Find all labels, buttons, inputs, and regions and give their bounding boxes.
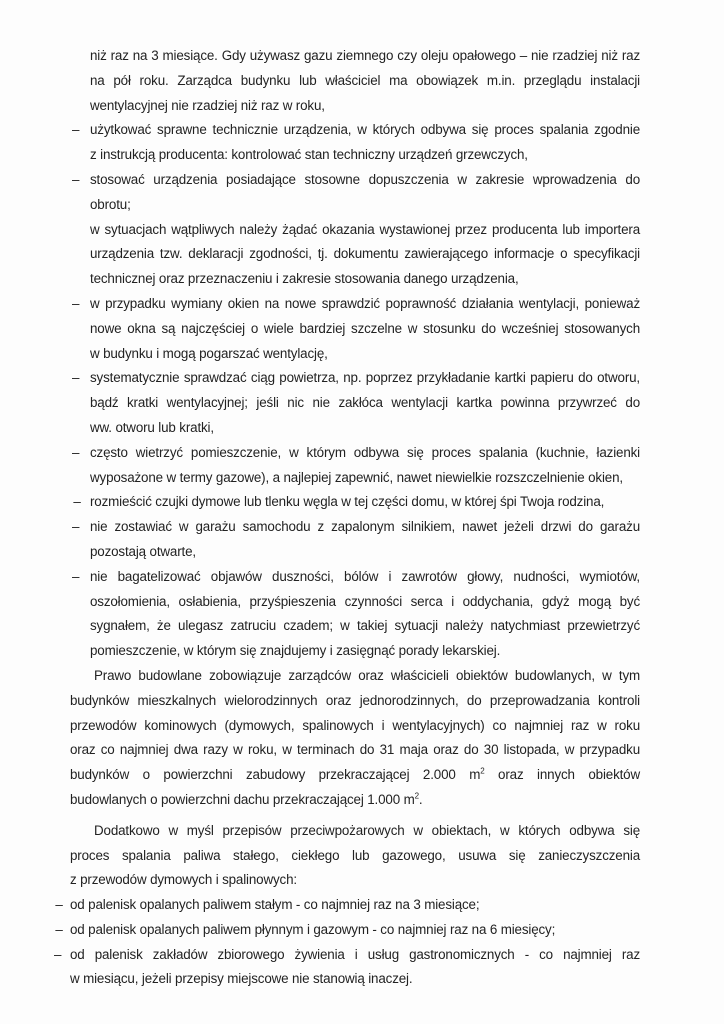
text-line: budynków o powierzchni zabudowy przekraczającej 2.000 $m^2$ oraz innych obiektów [70,766,640,783]
document-body [54,44,640,992]
list-item [72,565,640,664]
text-line: wentylacyjnej nie rzadziej niż raz w roku, [90,97,325,113]
bullet-dash: – [73,494,81,510]
list-item [73,490,640,515]
bullet-dash: – [72,519,80,535]
text-line: – systematycznie sprawdzać ciąg powietrza, np. poprzez przykładanie kartki papieru do otworu, [90,366,640,391]
text-line: – nie bagatelizować objawów duszności, bólów i zawrotów głowy, nudności, wymiotów, [90,565,640,590]
list-item [72,441,640,491]
bullet-dash: – [72,370,80,386]
bullet-dash: – [72,122,80,138]
bullet-dash: – [72,568,80,584]
bullet-dash: – [72,295,80,311]
text-line: – często wietrzyć pomieszczenie, w którym odbywa się proces spalania (kuchnie, łazienki [90,441,640,466]
text-line: Dodatkowo w myśl przepisów przeciwpożarowych w obiektach, w których odbywa się [94,822,640,838]
fire-safety-paragraph [70,819,640,893]
text-line: bądź kratki wentylacyjnej; jeśli nic nie zakłóca wentylacji kartka powinna przywrzeć do [90,395,640,411]
bullet-dash: – [55,921,63,937]
list-item [54,943,640,993]
superscript: 2 [414,791,419,801]
text-line: oszołomienia, osłabienia, przyśpieszenia czynności serca i oddychania, gdyż mogą być [90,593,640,609]
list-item [72,168,640,292]
list-intro-continuation [90,44,640,118]
text-line: – nie zostawiać w garażu samochodu z zapalonym silnikiem, nawet jeżeli drzwi do garażu [90,515,640,540]
list-item [55,918,640,943]
text-line: w miesiącu, jeżeli przepisy miejscowe nie stanowią inaczej. [70,971,413,987]
text-line: – w przypadku wymiany okien na nowe sprawdzić poprawność działania wentylacji, ponieważ [90,292,640,317]
list-item [72,366,640,440]
text-line: z przewodów dymowych i spalinowych: [70,872,297,888]
text-line: przewodów kominowych (dymowych, spalinowych i wentylacyjnych) co najmniej raz w roku [70,717,640,733]
text-line: – rozmieścić czujki dymowe lub tlenku węgla w tej części domu, w której śpi Twoja rodzina, [90,490,640,515]
text-line: obrotu; [90,196,131,212]
text-line: w budynku i mogą pogarszać wentylację, [90,345,328,361]
list-item [72,292,640,366]
text-line: – od palenisk zakładów zbiorowego żywienia i usług gastronomicznych - co najmniej raz [70,943,640,968]
bullet-dash: – [55,897,63,913]
bullet-dash: – [72,444,80,460]
text-line: – użytkować sprawne technicznie urządzenia, w których odbywa się proces spalania zgodnie [90,118,640,143]
list-item [55,893,640,918]
text-line: Prawo budowlane zobowiązuje zarządców oraz właścicieli obiektów budowlanych, w tym [94,667,640,683]
text-line: pozostają otwarte, [90,543,196,559]
text-line: niż raz na 3 miesiące. Gdy używasz gazu ziemnego czy oleju opałowego – nie rzadziej niż raz [90,48,640,63]
text-line: wyposażone w termy gazowe), a najlepiej zapewnić, nawet niewielkie rozszczelnienie okien, [90,469,623,485]
text-line: sygnałem, że ulegasz zatruciu czadem; w takiej sytuacji należy natychmiast przewietrzyć [90,618,640,634]
text-line: z instrukcją producenta: kontrolować stan techniczny urządzeń grzewczych, [90,147,528,163]
text-line: – stosować urządzenia posiadające stosowne dopuszczenia w zakresie wprowadzenia do [90,168,640,193]
bullet-dash: – [54,946,62,962]
text-line: ww. otworu lub kratki, [90,419,214,435]
text-line: – od palenisk opalanych paliwem stałym - co najmniej raz na 3 miesiące; [70,893,640,918]
text-line: – od palenisk opalanych paliwem płynnym i gazowym - co najmniej raz na 6 miesięcy; [70,918,640,943]
bullet-dash: – [72,171,80,187]
cleaning-schedule-list [54,893,640,992]
text-line: nowe okna są najczęściej o wiele bardziej szczelne w stosunku do wcześniej stosowanych [90,320,640,336]
text-line: budowlanych o powierzchni dachu przekraczającej 1.000 $m^2$. [70,791,423,807]
superscript: 2 [480,766,485,776]
text-line: oraz co najmniej dwa razy w roku, w terminach do 31 maja oraz do 30 listopada, w przypadku [70,742,640,758]
list-item [72,515,640,565]
text-line: proces spalania paliwa stałego, ciekłego lub gazowego, usuwa się zanieczyszczenia [70,847,640,863]
text-line: pomieszczenie, w którym się znajdujemy i zasięgnąć porady lekarskiej. [90,643,501,659]
text-line: urządzenia tzw. deklaracji zgodności, tj. dokumentu zawierającego informacje o specyfikacji [90,246,640,262]
list-item [72,118,640,168]
building-law-paragraph [70,664,640,813]
text-line: na pół roku. Zarządca budynku lub właściciel ma obowiązek m.in. przeglądu instalacji [90,72,640,88]
text-line: w sytuacjach wątpliwych należy żądać okazania wystawionej przez producenta lub importera [90,221,640,237]
text-line: technicznej oraz przeznaczeniu i zakresie stosowania danego urządzenia, [90,271,519,287]
recommendations-list [72,118,640,664]
text-line: budynków mieszkalnych wielorodzinnych oraz jednorodzinnych, do przeprowadzania kontroli [70,692,640,708]
